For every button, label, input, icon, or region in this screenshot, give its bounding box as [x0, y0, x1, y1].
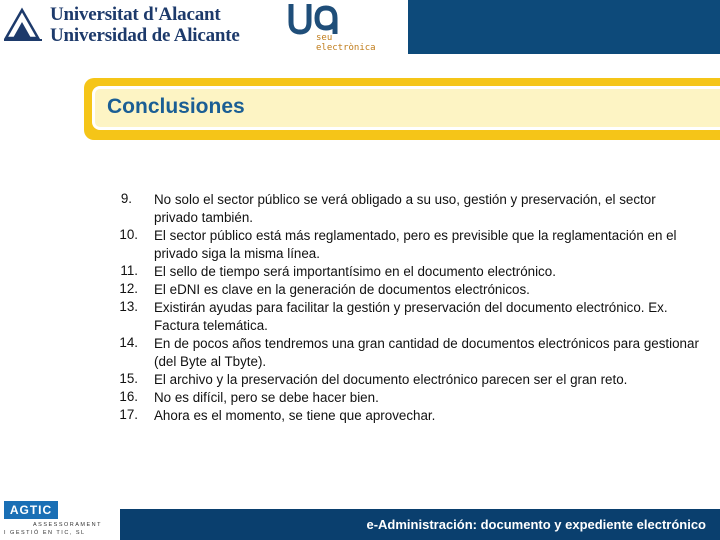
agtic-subtitle-line1: ASSESSORAMENT	[33, 522, 103, 528]
university-name-line1: Universitat d'Alacant	[50, 4, 221, 25]
list-item-number: 9.	[120, 191, 132, 206]
list-item-number: 15.	[119, 371, 138, 386]
list-item: No solo el sector público se verá obligado a su uso, gestión y preservación, el sector privado también.	[154, 192, 656, 225]
footer-text: e-Administración: documento y expediente electrónico	[366, 517, 706, 532]
list-item-number: 10.	[119, 227, 138, 242]
list-item-number: 13.	[119, 299, 138, 314]
list-item-number: 16.	[119, 389, 138, 404]
university-name-line2: Universidad de Alicante	[50, 25, 240, 46]
list-item: Existirán ayudas para facilitar la gestión y preservación del documento electrónico. Ex. Factura telemática.	[154, 300, 668, 333]
university-logo-icon	[2, 4, 44, 44]
list-item: El sector público está más reglamentado, pero es previsible que la reglamentación en el privado siga la misma línea.	[154, 228, 677, 261]
list-item: En de pocos años tendremos una gran cantidad de documentos electrónicos para gestionar (del Byte al Tbyte).	[154, 336, 699, 369]
list-item: No es difícil, pero se debe hacer bien.	[154, 390, 379, 405]
list-item-number: 12.	[119, 281, 138, 296]
header-blue-band	[408, 0, 720, 54]
list-item: El archivo y la preservación del documento electrónico parecen ser el gran reto.	[154, 372, 628, 387]
list-item: El sello de tiempo será importantísimo en el documento electrónico.	[154, 264, 556, 279]
list-item: El eDNI es clave en la generación de documentos electrónicos.	[154, 282, 530, 297]
list-item: Ahora es el momento, se tiene que aprovechar.	[154, 408, 436, 423]
slide-title: Conclusiones	[107, 95, 245, 118]
ua-logo-icon	[285, 0, 341, 44]
list-item-number: 14.	[119, 335, 138, 350]
ua-subtitle-line2: electrònica	[316, 43, 376, 53]
ua-subtitle-line1: seu	[316, 33, 333, 43]
agtic-logo: AGTIC	[4, 501, 58, 519]
agtic-subtitle-line2: I GESTIÓ EN TIC, SL	[4, 530, 86, 536]
list-item-number: 17.	[119, 407, 138, 422]
list-item-number: 11.	[120, 263, 138, 278]
